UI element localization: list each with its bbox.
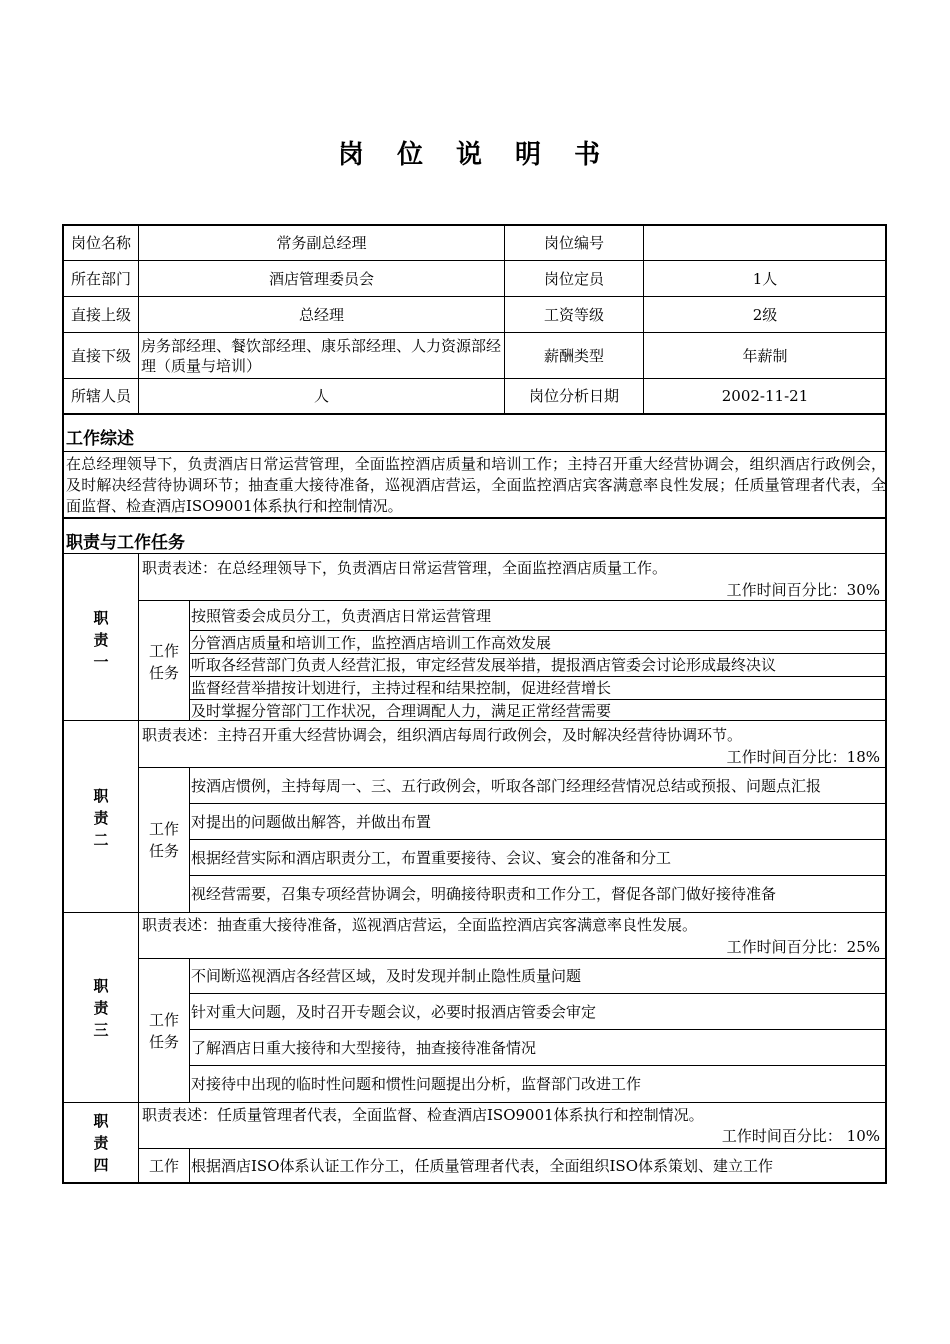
value-direct-subordinates: 房务部经理、餐饮部经理、康乐部经理、人力资源部经理（质量与培训） — [141, 337, 502, 375]
duty-3-task: 不间断巡视酒店各经营区域，及时发现并制止隐性质量问题 — [191, 967, 582, 985]
duty-3-label: 职责三 — [93, 977, 109, 1039]
task-divider — [190, 839, 886, 840]
page-title: 岗 位 说 明 书 — [337, 140, 613, 170]
value-department: 酒店管理委员会 — [268, 269, 374, 288]
value-pay-type: 年薪制 — [742, 346, 788, 365]
duty-1-description: 职责表述：在总经理领导下，负责酒店日常运营管理，全面监控酒店质量工作。 — [142, 559, 668, 577]
duty-3-task: 对接待中出现的临时性问题和惯性问题提出分析，监督部门改进工作 — [191, 1075, 642, 1093]
duty-1-label: 职责一 — [93, 609, 109, 671]
duty-3-task-label: 工作任务 — [148, 1011, 179, 1051]
duty-2-description: 职责表述：主持召开重大经营协调会，组织酒店每周行政例会，及时解决经营待协调环节。 — [142, 726, 743, 744]
duties-heading: 职责与工作任务 — [66, 533, 185, 553]
label-position-name: 岗位名称 — [70, 234, 131, 252]
duty-2-time-percent: 工作时间百分比：18% — [726, 748, 880, 766]
label-pay-type: 薪酬类型 — [543, 346, 604, 365]
duty-4-description: 职责表述：任质量管理者代表，全面监督、检查酒店ISO9001体系执行和控制情况。 — [142, 1106, 704, 1124]
label-staff-managed: 所辖人员 — [70, 387, 131, 405]
value-headcount: 1人 — [752, 269, 778, 288]
label-headcount: 岗位定员 — [543, 269, 604, 288]
duty-grid-line — [139, 1148, 886, 1149]
duty-3-description: 职责表述：抽查重大接待准备，巡视酒店营运，全面监控酒店宾客满意率良性发展。 — [142, 916, 698, 934]
duty-4-time-percent: 工作时间百分比： 10% — [721, 1127, 880, 1145]
duty-grid-line — [189, 1148, 190, 1184]
duty-2-task: 按酒店惯例，主持每周一、三、五行政例会，听取各部门经理经营情况总结或预报、问题点汇报 — [191, 777, 822, 795]
duty-4-label: 职责四 — [93, 1112, 109, 1174]
duty-grid-line — [189, 958, 190, 1102]
task-divider — [190, 630, 886, 631]
duty-4-task-label: 工作 — [148, 1157, 179, 1175]
label-analysis-date: 岗位分析日期 — [528, 387, 619, 405]
duty-1-task: 及时掌握分管部门工作状况，合理调配人力，满足正常经营需要 — [191, 702, 612, 720]
duty-divider — [64, 1102, 886, 1103]
duties-divider — [64, 553, 886, 554]
section-divider — [64, 517, 886, 519]
task-divider — [190, 875, 886, 876]
duty-2-label: 职责二 — [93, 787, 109, 849]
label-direct-superior: 直接上级 — [70, 305, 131, 324]
duty-grid-line — [138, 553, 139, 1184]
duty-1-task: 听取各经营部门负责人经营汇报，审定经营发展举措，提报酒店管委会讨论形成最终决议 — [191, 656, 777, 674]
duty-grid-line — [139, 600, 886, 601]
duty-3-task: 针对重大问题，及时召开专题会议，必要时报酒店管委会审定 — [191, 1003, 597, 1021]
task-divider — [190, 993, 886, 994]
summary-divider — [64, 451, 886, 452]
task-divider — [190, 803, 886, 804]
section-divider — [64, 413, 886, 415]
duty-1-task: 监督经营举措按计划进行，主持过程和结果控制，促进经营增长 — [191, 679, 612, 697]
value-position-number — [644, 226, 886, 260]
value-salary-grade: 2级 — [752, 305, 778, 324]
label-position-number: 岗位编号 — [543, 234, 604, 252]
task-divider — [190, 1065, 886, 1066]
duty-3-task: 了解酒店日重大接待和大型接待，抽查接待准备情况 — [191, 1039, 537, 1057]
task-divider — [190, 1029, 886, 1030]
value-analysis-date: 2002-11-21 — [721, 387, 809, 405]
label-direct-subordinates: 直接下级 — [70, 346, 131, 365]
task-divider — [190, 676, 886, 677]
value-position-name: 常务副总经理 — [276, 234, 367, 252]
duty-1-time-percent: 工作时间百分比：30% — [726, 581, 880, 599]
value-staff-managed: 人 — [313, 387, 329, 405]
duty-grid-line — [139, 958, 886, 959]
duty-divider — [64, 720, 886, 721]
label-salary-grade: 工资等级 — [543, 305, 604, 324]
duty-2-task: 根据经营实际和酒店职责分工，布置重要接待、会议、宴会的准备和分工 — [191, 849, 672, 867]
task-divider — [190, 653, 886, 654]
duty-1-task-label: 工作任务 — [148, 642, 179, 682]
duty-1-task: 按照管委会成员分工，负责酒店日常运营管理 — [191, 607, 492, 625]
duty-grid-line — [139, 767, 886, 768]
duty-2-task: 视经营需要，召集专项经营协调会，明确接待职责和工作分工，督促各部门做好接待准备 — [191, 885, 777, 903]
label-department: 所在部门 — [70, 269, 131, 288]
duty-3-time-percent: 工作时间百分比：25% — [726, 938, 880, 956]
duty-1-task: 分管酒店质量和培训工作，监控酒店培训工作高效发展 — [191, 634, 552, 652]
summary-text: 在总经理领导下，负责酒店日常运营管理，全面监控酒店质量和培训工作；主持召开重大经营协调会，组织酒店行政例会，及时解决经营待协调环节；抽查重大接待准备，巡视酒店营运，全面监控酒店宾客满意率良性发展；任质量管理者代表，全面监督、检查酒店ISO9001体系执行和控制情况。 — [66, 455, 886, 515]
task-divider — [190, 699, 886, 700]
summary-heading: 工作综述 — [66, 429, 134, 449]
value-direct-superior: 总经理 — [298, 305, 344, 324]
duty-divider — [64, 912, 886, 913]
duty-grid-line — [189, 600, 190, 720]
duty-4-task: 根据酒店ISO体系认证工作分工，任质量管理者代表，全面组织ISO体系策划、建立工作 — [191, 1157, 774, 1175]
duty-2-task-label: 工作任务 — [148, 820, 179, 860]
duty-2-task: 对提出的问题做出解答，并做出布置 — [191, 813, 432, 831]
